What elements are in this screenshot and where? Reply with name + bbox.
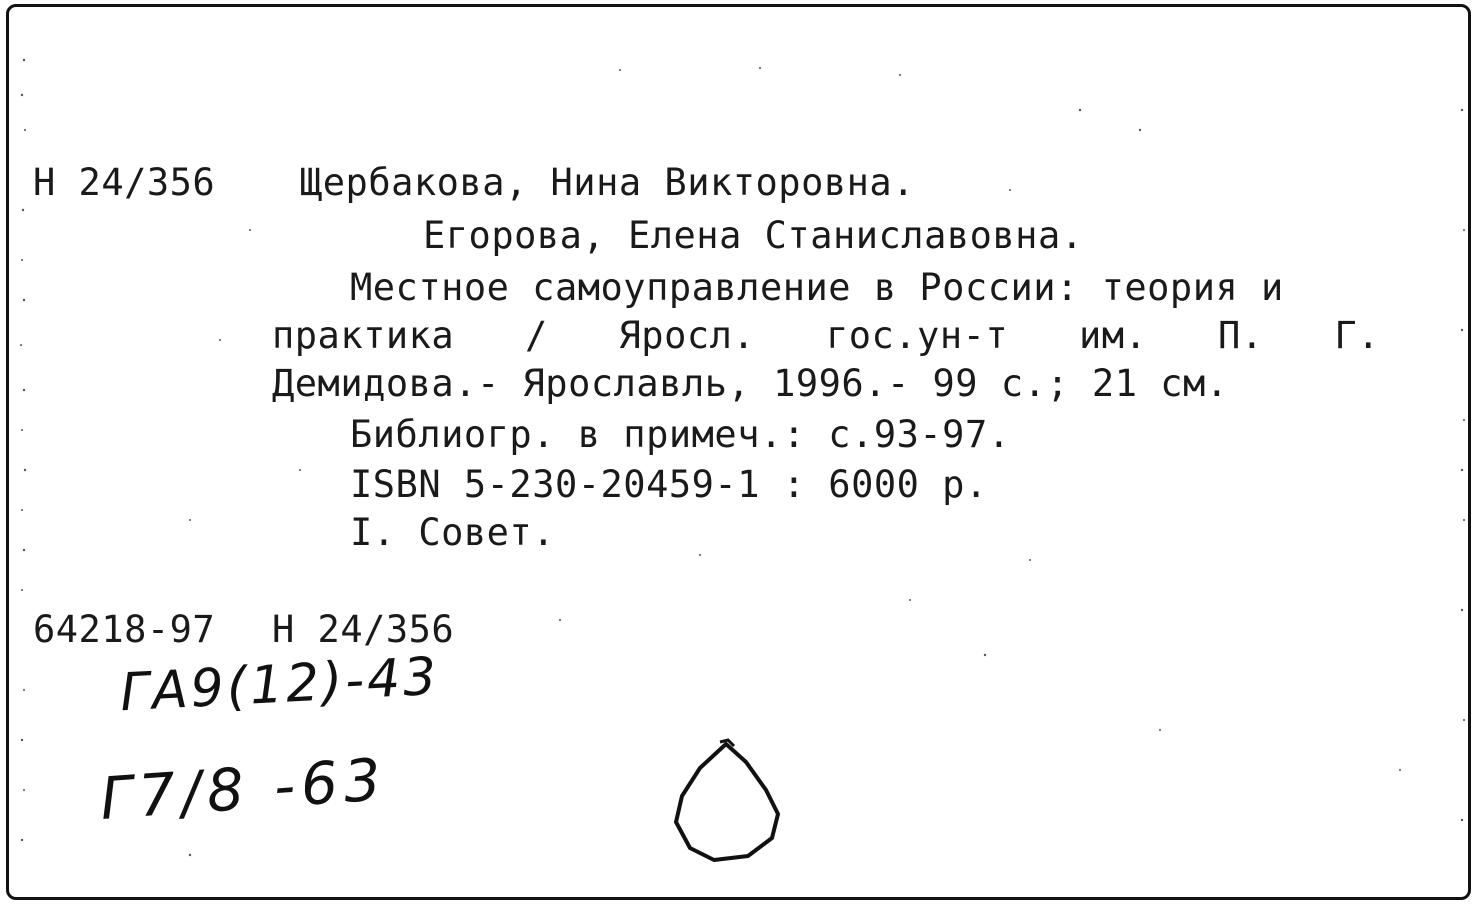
title-word: Г. <box>1334 314 1380 357</box>
title-word: гос.ун-т <box>825 314 1009 357</box>
isbn-line: ISBN 5-230-20459-1 : 6000 р. <box>350 463 988 506</box>
handwritten-shelf-mark-1: ГА9(12)-43 <box>118 646 441 724</box>
index-entry: I. Совет. <box>350 511 555 554</box>
title-word: П. <box>1218 314 1264 357</box>
bibliography-note: Библиогр. в примеч.: с.93-97. <box>350 413 1011 456</box>
coauthor-line: Егорова, Елена Станиславовна. <box>423 214 1084 257</box>
title-word: им. <box>1078 314 1148 357</box>
handwritten-shelf-mark-2: Г7/8 -63 <box>97 745 389 833</box>
title-word: Яросл. <box>618 314 756 357</box>
title-word: / <box>524 314 548 357</box>
title-line-1: Местное самоуправление в России: теория и <box>350 266 1284 309</box>
author-heading: Щербакова, Нина Викторовна. <box>300 161 915 204</box>
library-stamp <box>668 738 788 868</box>
title-word: практика <box>272 314 455 357</box>
footer-number: 64218-97 <box>33 608 216 651</box>
title-line-2 <box>272 316 1380 356</box>
call-number: Н 24/356 <box>33 161 216 204</box>
imprint-line: Демидова.- Ярославль, 1996.- 99 с.; 21 см. <box>272 362 1229 405</box>
footer-call-number: Н 24/356 <box>272 608 455 651</box>
